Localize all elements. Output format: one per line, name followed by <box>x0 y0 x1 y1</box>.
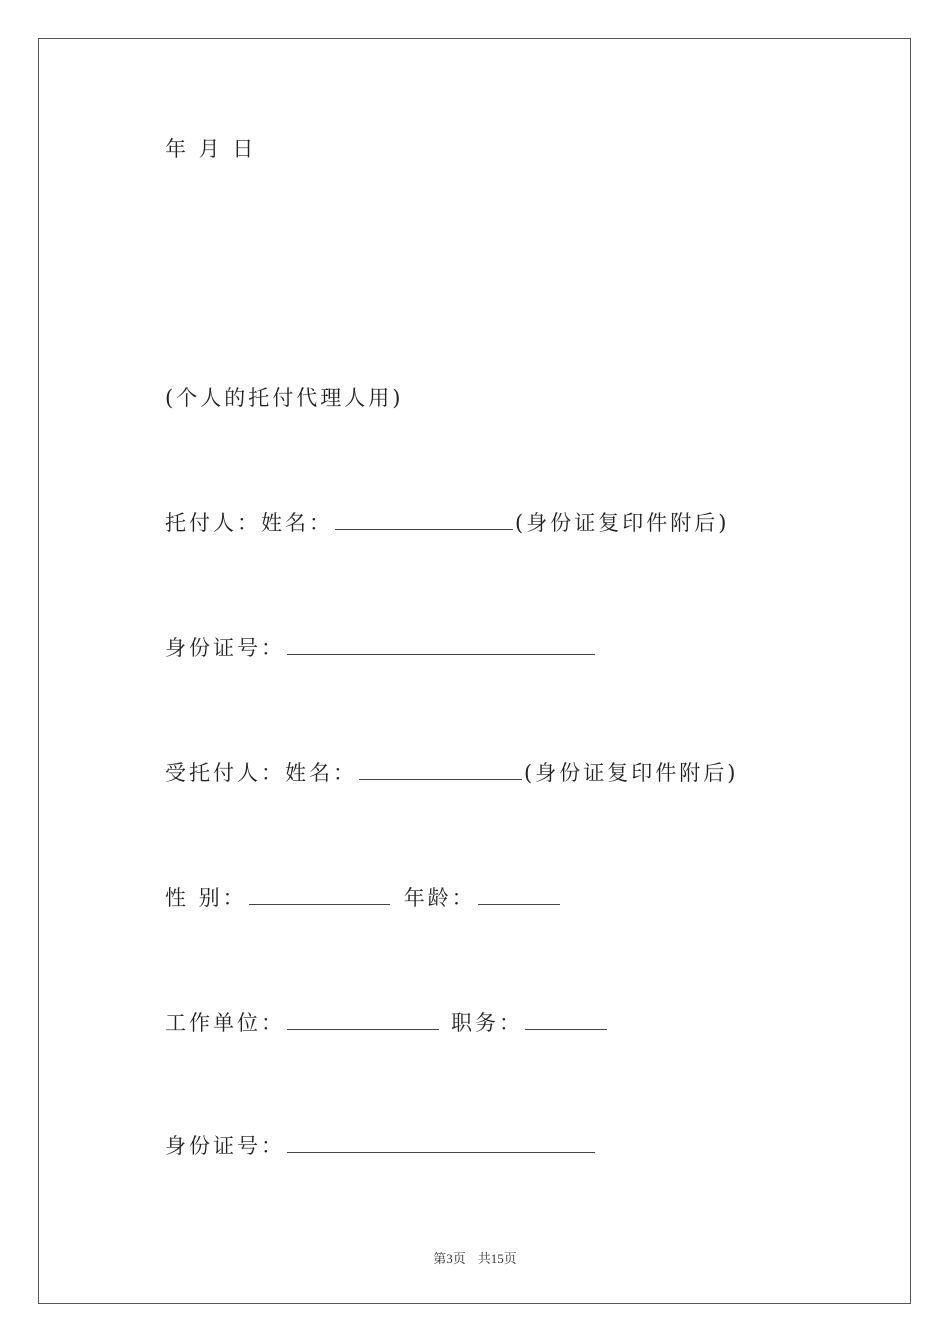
age-label: 年龄： <box>403 886 476 910</box>
agent-id-label: 身份证号： <box>165 1134 285 1158</box>
work-row <box>165 1009 609 1037</box>
agent-id-row <box>165 1132 597 1160</box>
position-blank[interactable] <box>525 1009 607 1030</box>
age-blank[interactable] <box>478 884 560 905</box>
agent-name-label: 受托付人：姓名： <box>165 761 357 785</box>
position-label: 职务： <box>451 1011 523 1035</box>
agent-row <box>165 759 738 787</box>
page-number: 第3页 <box>433 1251 466 1266</box>
gender-age-row <box>165 884 562 912</box>
page-total: 共15页 <box>477 1251 517 1266</box>
gender-blank[interactable] <box>249 884 390 905</box>
principal-row <box>165 509 729 537</box>
page-footer <box>0 1248 950 1267</box>
work-unit-label: 工作单位： <box>165 1011 285 1035</box>
principal-name-blank[interactable] <box>335 509 513 530</box>
agent-name-blank[interactable] <box>359 759 522 780</box>
principal-id-label: 身份证号： <box>165 636 285 660</box>
gender-label: 性 别： <box>165 886 247 910</box>
work-unit-blank[interactable] <box>287 1009 439 1030</box>
agent-id-copy-note: (身份证复印件附后) <box>524 761 739 785</box>
date-line: 年 月 日 <box>165 137 257 161</box>
page-frame <box>38 38 911 1304</box>
principal-id-row <box>165 634 597 662</box>
principal-id-blank[interactable] <box>287 634 595 655</box>
subtitle: (个人的托付代理人用) <box>165 386 404 410</box>
principal-id-copy-note: (身份证复印件附后) <box>515 511 730 535</box>
principal-name-label: 托付人：姓名： <box>165 511 333 535</box>
agent-id-blank[interactable] <box>287 1132 595 1153</box>
